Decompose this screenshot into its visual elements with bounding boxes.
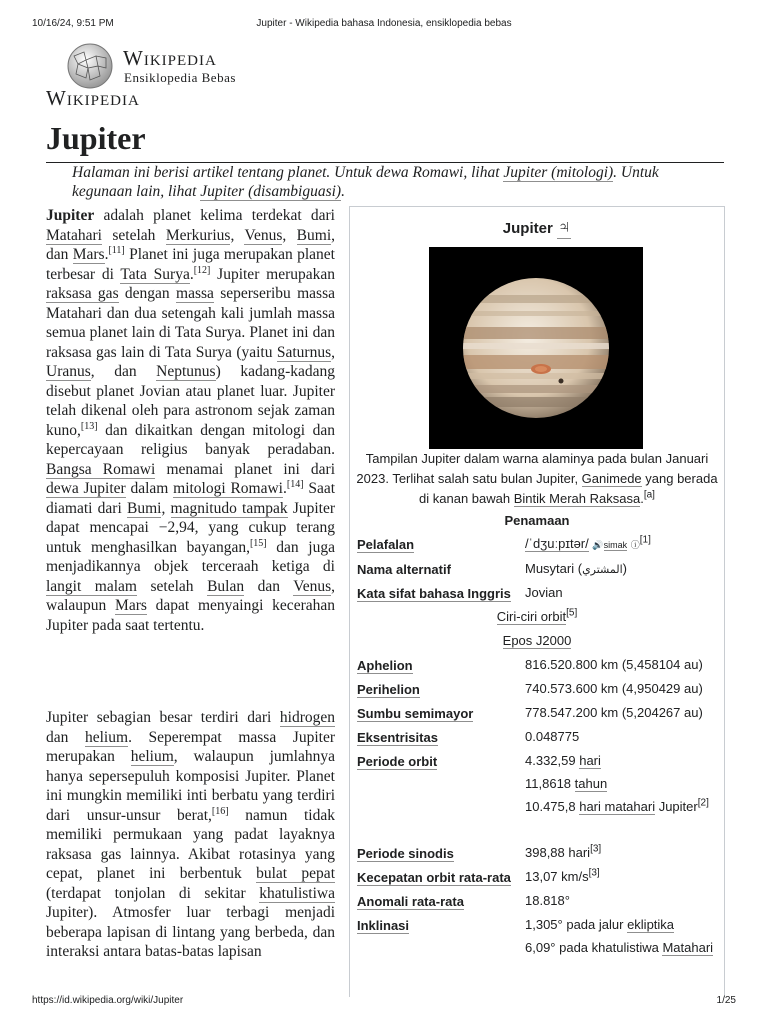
print-url: https://id.wikipedia.org/wiki/Jupiter [32, 995, 184, 1006]
label-pelafalan: Pelafalan [357, 537, 415, 552]
epoch: Epos J2000 [502, 633, 572, 648]
link-helium-2[interactable]: helium [130, 748, 174, 765]
value-eksentrisitas: 0.048775 [525, 729, 580, 744]
wikipedia-globe-icon [66, 42, 114, 90]
value-anomali: 18.818° [525, 893, 570, 908]
infobox-title: Jupiter ♃ [502, 217, 572, 238]
hatnote: Halaman ini berisi artikel tentang planet. Untuk dewa Romawi, lihat Jupiter (mitologi). Untuk kegunaan lain, lihat Jupiter (disambiguasi). [72, 164, 659, 200]
link-matahari-2[interactable]: Matahari [662, 940, 714, 955]
listen-icon[interactable]: 🔊 [592, 540, 604, 550]
link-bulat-pepat[interactable]: bulat pepat [256, 865, 335, 882]
link-dewa-jupiter[interactable]: dewa Jupiter [46, 480, 126, 497]
ref-3[interactable]: [3] [590, 843, 602, 855]
ref-a[interactable]: [a] [643, 489, 655, 501]
link-khatulistiwa[interactable]: khatulistiwa [259, 884, 335, 902]
label-sumbu-semimayor: Sumbu semimayor [357, 706, 474, 721]
label-anomali: Anomali rata-rata [357, 894, 464, 909]
link-mars[interactable]: Mars [72, 246, 105, 263]
label-kata-sifat: Kata sifat bahasa Inggris [357, 586, 511, 601]
ref-1[interactable]: [1] [639, 534, 651, 546]
link-matahari[interactable]: Matahari [46, 226, 102, 244]
intro-paragraph: Jupiter adalah planet kelima terdekat dari Matahari setelah Merkurius, Venus, Bumi, dan Mars.[11] Planet ini juga merupakan planet terbesar di Tata Surya.[12] Jupiter merupakan raksasa gas dengan massa seperseribu massa Matahari dan dua setengah kali jumlah massa semua planet lain di Tata Surya. Planet ini dan raksasa gas lain di Tata Surya (yaitu Saturnus, Uranus, dan Neptunus) kadang-kadang disebut planet Jovian atau planet luar. Jupiter telah dikenal oleh para astronom sejak zaman kuno,[13] dan dikaitkan dengan mitologi dan kepercayaan religius banyak peradaban. Bangsa Romawi menamai planet ini dari dewa Jupiter dalam mitologi Romawi.[14] Saat diamati dari Bumi, magnitudo tampak Jupiter dapat mencapai −2,94, yang cukup terang untuk menghasilkan bayangan,[15] dan juga menjadikannya objek terceraah ketiga di langit malam setelah Bulan dan Venus, walaupun Mars dapat menyaingi kecerahan Jupiter pada saat tertentu. [46, 207, 336, 634]
ref-3b[interactable]: [3] [588, 867, 600, 879]
label-perihelion: Perihelion [357, 682, 420, 697]
label-eksentrisitas: Eksentrisitas [357, 730, 438, 745]
link-ganimede[interactable]: Ganimede [581, 471, 642, 486]
link-hari[interactable]: hari [579, 753, 601, 768]
link-merkurius[interactable]: Merkurius [165, 226, 231, 244]
link-tata-surya[interactable]: Tata Surya [120, 265, 190, 283]
value-inklinasi: 1,305° pada jalur ekliptika 6,09° pada khatulistiwa Matahari [525, 917, 714, 955]
ref-5[interactable]: [5] [566, 607, 578, 619]
print-datetime: 10/16/24, 9:51 PM [32, 18, 114, 29]
link-mitologi-romawi[interactable]: mitologi Romawi [173, 480, 283, 497]
ref-14[interactable]: [14] [286, 478, 304, 490]
ref-2[interactable]: [2] [697, 797, 709, 809]
link-bumi[interactable]: Bumi [296, 226, 332, 244]
link-bintik-merah-raksasa[interactable]: Bintik Merah Raksasa [513, 491, 641, 506]
link-venus[interactable]: Venus [244, 226, 283, 244]
jupiter-image[interactable] [429, 247, 643, 449]
value-perihelion: 740.573.600 km (4,950429 au) [525, 681, 703, 696]
logo-wordmark: Wikipedia [123, 46, 217, 70]
value-nama-alternatif: Musytari (المشتري) [525, 561, 627, 576]
link-jupiter-disambiguasi[interactable]: Jupiter (disambiguasi) [200, 183, 342, 200]
site-wordmark[interactable]: Wikipedia [46, 86, 140, 110]
ref-16[interactable]: [16] [211, 805, 229, 817]
link-saturnus[interactable]: Saturnus [276, 343, 332, 361]
link-ekliptika[interactable]: ekliptika [627, 917, 675, 932]
value-aphelion: 816.520.800 km (5,458104 au) [525, 657, 703, 672]
section-ciri-ciri-orbit: Ciri-ciri orbit[5] [496, 607, 578, 624]
link-raksasa-gas[interactable]: raksasa gas [46, 285, 119, 302]
link-mars-2[interactable]: Mars [115, 597, 147, 614]
info-icon[interactable]: ⓘ [630, 540, 640, 550]
label-periode-orbit: Periode orbit [357, 754, 438, 769]
ref-11[interactable]: [11] [108, 244, 125, 256]
ref-12[interactable]: [12] [193, 264, 211, 276]
listen-link[interactable]: simak [603, 540, 628, 550]
link-bulan[interactable]: Bulan [207, 577, 245, 595]
infobox-caption: Tampilan Jupiter dalam warna alaminya pada bulan Januari 2023. Terlihat salah satu bulan Jupiter, Ganimede yang berada di kanan bawah Bintik Merah Raksasa.[a] [356, 451, 718, 506]
value-kecepatan-orbit: 13,07 km/s[3] [525, 867, 600, 884]
link-massa[interactable]: massa [176, 285, 214, 302]
link-uranus[interactable]: Uranus [46, 363, 91, 380]
link-helium[interactable]: helium [85, 728, 129, 746]
link-tahun[interactable]: tahun [574, 776, 608, 791]
link-hari-matahari[interactable]: hari matahari [579, 799, 656, 814]
link-langit-malam[interactable]: langit malam [46, 577, 137, 595]
wikipedia-logo[interactable] [62, 42, 262, 88]
composition-paragraph: Jupiter sebagian besar terdiri dari hidrogen dan helium. Seperempat massa Jupiter merupakan helium, walaupun jumlahnya hanya sepersepuluh komposisi Jupiter. Planet ini mungkin memiliki inti berbatu yang terdiri dari unsur-unsur berat,[16] namun tidak memiliki permukaan yang padat layaknya raksasa gas lainnya. Akibat rotasinya yang cepat, planet ini berbentuk bulat pepat (terdapat tonjolan di sekitar khatulistiwa Jupiter). Atmosfer luar terbagi menjadi beberapa lapisan di lintang yang berbeda, dan interaksi antara batas-batas lapisan [46, 709, 335, 960]
value-periode-sinodis: 398,88 hari[3] [525, 843, 602, 860]
label-inklinasi: Inklinasi [357, 918, 410, 933]
value-sumbu-semimayor: 778.547.200 km (5,204267 au) [525, 705, 703, 720]
label-kecepatan-orbit: Kecepatan orbit rata-rata [357, 870, 511, 885]
infobox [349, 206, 725, 997]
print-document-title: Jupiter - Wikipedia bahasa Indonesia, ensiklopedia bebas [256, 18, 512, 29]
link-jupiter-mitologi[interactable]: Jupiter (mitologi) [503, 164, 614, 181]
ref-15[interactable]: [15] [249, 537, 267, 549]
jupiter-planet-graphic [429, 247, 643, 449]
link-magnitudo-tampak[interactable]: magnitudo tampak [170, 499, 288, 517]
logo-tagline: Ensiklopedia Bebas [124, 70, 236, 85]
link-bumi-2[interactable]: Bumi [126, 499, 162, 517]
label-periode-sinodis: Periode sinodis [357, 846, 454, 861]
value-pelafalan: /ˈdʒuːpɪtər/ 🔊simak ⓘ[1] [525, 534, 651, 551]
jupiter-symbol-icon[interactable]: ♃ [556, 217, 572, 238]
value-kata-sifat: Jovian [525, 585, 563, 600]
link-venus-2[interactable]: Venus [293, 577, 332, 595]
ref-13[interactable]: [13] [80, 420, 98, 432]
section-penamaan: Penamaan [504, 513, 570, 528]
link-hidrogen[interactable]: hidrogen [279, 709, 335, 726]
print-page-number: 1/25 [716, 995, 736, 1006]
label-nama-alternatif: Nama alternatif [357, 562, 451, 577]
value-periode-orbit: 4.332,59 hari 11,8618 tahun 10.475,8 hari matahari Jupiter[2] [525, 753, 709, 814]
page-title: Jupiter [46, 120, 146, 156]
label-aphelion: Aphelion [357, 658, 413, 673]
link-bangsa-romawi[interactable]: Bangsa Romawi [46, 460, 156, 478]
link-neptunus[interactable]: Neptunus [156, 363, 216, 380]
